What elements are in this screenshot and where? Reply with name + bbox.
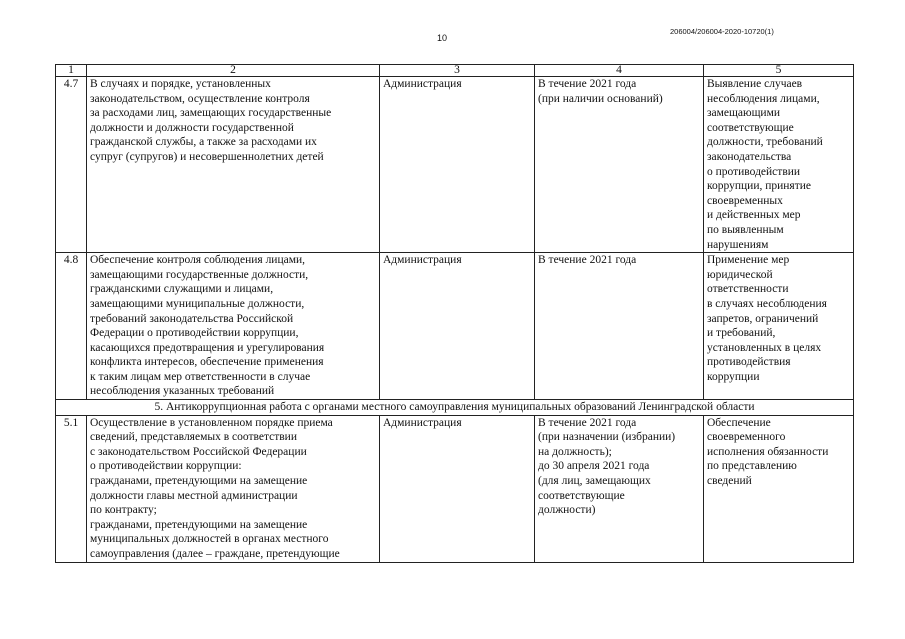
anticorruption-plan-table bbox=[55, 64, 854, 563]
executor-cell bbox=[380, 415, 535, 562]
text-line: до 30 апреля 2021 года bbox=[538, 460, 650, 473]
text-line: В течение 2021 года bbox=[538, 78, 637, 90]
text-line: сведений, представляемых в соответствии bbox=[90, 431, 297, 444]
text-line: Администрация bbox=[383, 78, 462, 90]
text-line: ответственности bbox=[707, 283, 789, 296]
text-line: супруг (супругов) и несовершеннолетних детей bbox=[90, 150, 324, 163]
text-line: замещающими государственные должности, bbox=[90, 268, 309, 281]
text-line: запретов, ограничений bbox=[707, 312, 819, 325]
text-line: конфликта интересов, обеспечение применения bbox=[90, 356, 324, 369]
text-line: нарушениям bbox=[707, 238, 769, 251]
text-line: (при назначении (избрании) bbox=[538, 431, 676, 444]
text-line: по выявленным bbox=[707, 223, 784, 236]
text-line: по представлению bbox=[707, 460, 797, 473]
text-line: гражданами, претендующими на замещение bbox=[90, 475, 308, 488]
text-line: гражданскими служащими и лицами, bbox=[90, 283, 274, 296]
text-line: соответствующие bbox=[538, 489, 625, 502]
text-line: касающихся предотвращения и урегулирования bbox=[90, 341, 325, 354]
column-header-2: 2 bbox=[87, 65, 380, 77]
measure-cell bbox=[87, 77, 380, 253]
item-number: 4.8 bbox=[56, 253, 87, 400]
text-line: противодействия bbox=[707, 356, 791, 369]
text-line: Обеспечение bbox=[707, 416, 771, 429]
text-line: Администрация bbox=[383, 416, 462, 429]
text-line: к таким лицам мер ответственности в случае bbox=[90, 370, 311, 383]
text-line: с законодательством Российской Федерации bbox=[90, 445, 307, 458]
text-line: (для лиц, замещающих bbox=[538, 475, 651, 488]
text-line: законодательством, осуществление контроля bbox=[90, 92, 310, 105]
text-line: о противодействии bbox=[707, 165, 801, 178]
text-line: на должность); bbox=[538, 445, 612, 458]
text-line: муниципальных должностей в органах местного bbox=[90, 533, 329, 546]
text-line: сведений bbox=[707, 475, 752, 488]
text-line: Администрация bbox=[383, 254, 462, 267]
text-line: Осуществление в установленном порядке приема bbox=[90, 416, 333, 429]
text-line: замещающими муниципальные должности, bbox=[90, 297, 305, 310]
text-line: Применение мер bbox=[707, 254, 790, 267]
text-line: установленных в целях bbox=[707, 341, 822, 354]
page-number: 10 bbox=[437, 33, 448, 43]
expected-result-cell bbox=[704, 415, 854, 562]
text-line: должности главы местной администрации bbox=[90, 489, 298, 502]
expected-result-cell bbox=[704, 77, 854, 253]
column-header-3: 3 bbox=[380, 65, 535, 77]
text-line: своевременных bbox=[707, 194, 783, 207]
text-line: В течение 2021 года bbox=[538, 254, 637, 267]
text-line: за расходами лиц, замещающих государственные bbox=[90, 107, 332, 120]
item-number: 5.1 bbox=[56, 415, 87, 562]
text-line: несоблюдения лицами, bbox=[707, 92, 820, 105]
column-header-5: 5 bbox=[704, 65, 854, 77]
deadline-cell bbox=[535, 415, 704, 562]
text-line: о противодействии коррупции: bbox=[90, 460, 242, 473]
expected-result-cell bbox=[704, 253, 854, 400]
text-line: несоблюдения указанных требований bbox=[90, 385, 275, 398]
text-line: должности) bbox=[538, 504, 596, 517]
text-line: исполнения обязанности bbox=[707, 445, 829, 458]
text-line: В течение 2021 года bbox=[538, 416, 637, 429]
text-line: по контракту; bbox=[90, 504, 157, 517]
text-line: законодательства bbox=[707, 150, 792, 163]
text-line: Федерации о противодействии коррупции, bbox=[90, 327, 299, 340]
text-line: гражданами, претендующими на замещение bbox=[90, 518, 308, 531]
text-line: самоуправления (далее – граждане, претендующие bbox=[90, 548, 340, 560]
text-line: (при наличии оснований) bbox=[538, 92, 663, 105]
text-line: Обеспечение контроля соблюдения лицами, bbox=[90, 254, 306, 267]
text-line: и действенных мер bbox=[707, 209, 801, 222]
document-code: 206004/206004-2020-10720(1) bbox=[670, 27, 774, 36]
text-line: В случаях и порядке, установленных bbox=[90, 78, 271, 90]
table-row bbox=[56, 253, 854, 400]
text-line: должности, требований bbox=[707, 136, 823, 149]
text-line: и требований, bbox=[707, 327, 776, 340]
column-header-4: 4 bbox=[535, 65, 704, 77]
table-row bbox=[56, 77, 854, 253]
text-line: своевременного bbox=[707, 431, 786, 444]
executor-cell bbox=[380, 77, 535, 253]
column-header-1: 1 bbox=[56, 65, 87, 77]
text-line: юридической bbox=[707, 268, 773, 281]
deadline-cell bbox=[535, 253, 704, 400]
text-line: требований законодательства Российской bbox=[90, 312, 294, 325]
text-line: должности и должности государственной bbox=[90, 121, 294, 134]
measure-cell bbox=[87, 415, 380, 562]
text-line: соответствующие bbox=[707, 121, 794, 134]
text-line: в случаях несоблюдения bbox=[707, 297, 827, 310]
executor-cell bbox=[380, 253, 535, 400]
text-line: коррупции bbox=[707, 370, 760, 383]
item-number: 4.7 bbox=[56, 77, 87, 253]
deadline-cell bbox=[535, 77, 704, 253]
text-line: гражданской службы, а также за расходами их bbox=[90, 136, 317, 149]
text-line: коррупции, принятие bbox=[707, 180, 812, 193]
text-line: замещающими bbox=[707, 107, 781, 120]
section-heading-row bbox=[56, 400, 854, 416]
column-number-header-row bbox=[56, 65, 854, 77]
table-row bbox=[56, 415, 854, 562]
text-line: Выявление случаев bbox=[707, 78, 803, 90]
measure-cell bbox=[87, 253, 380, 400]
section-title: 5. Антикоррупционная работа с органами местного самоуправления муниципальных образований Ленинградской области bbox=[56, 400, 854, 416]
